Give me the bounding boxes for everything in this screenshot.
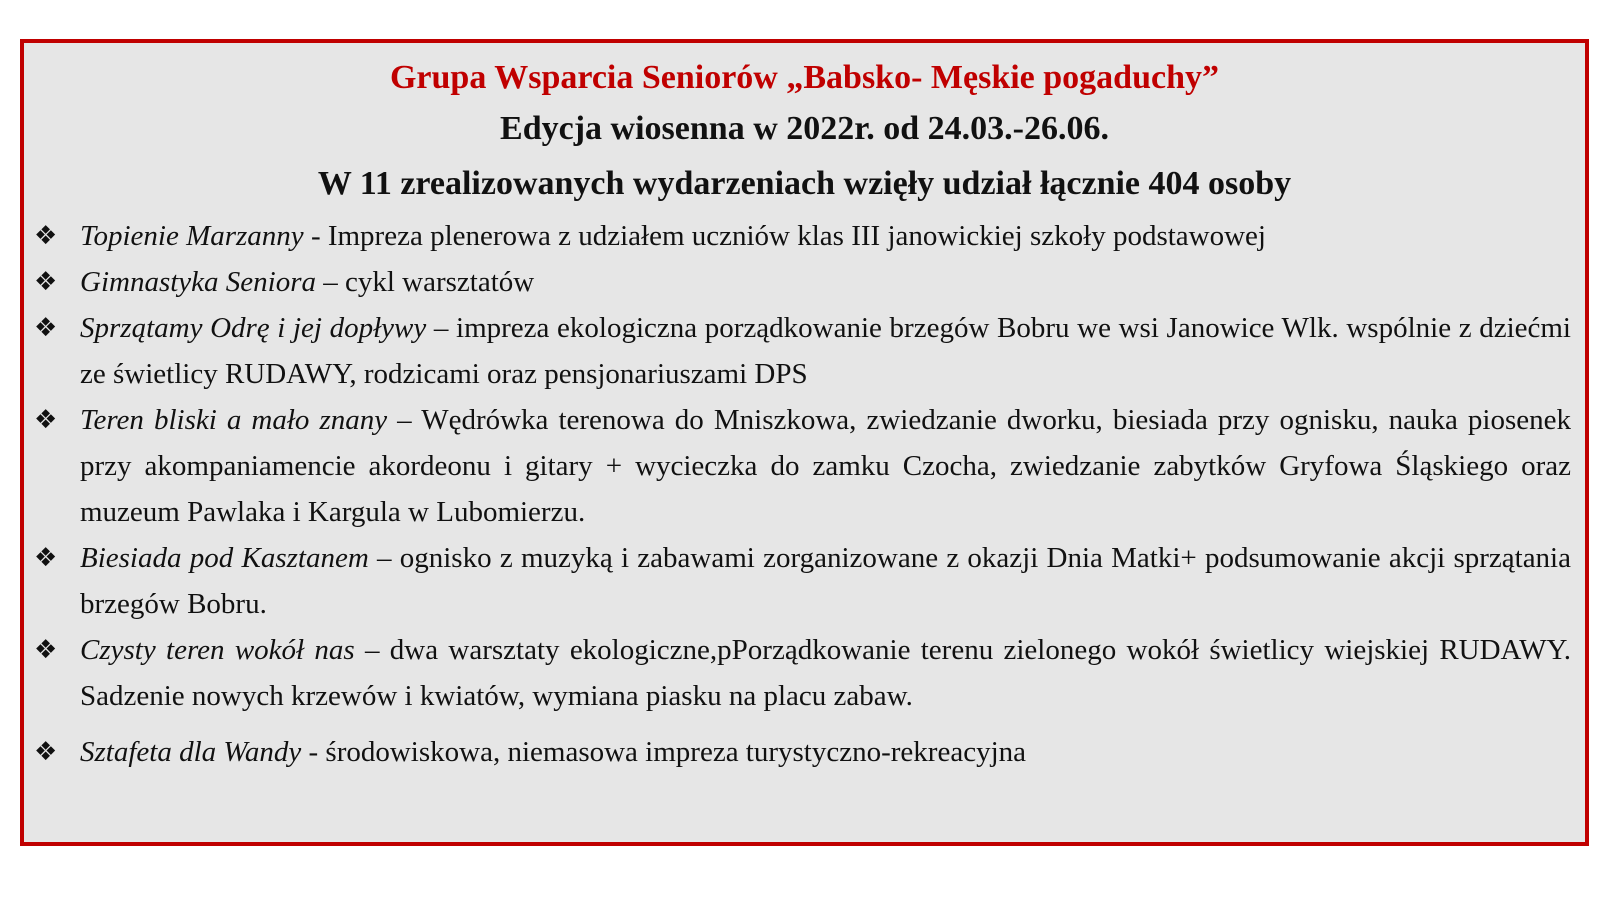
event-description: – dwa warsztaty ekologiczne,pPorządkowanie terenu zielonego wokół świetlicy wiejskiej RUDAWY. Sadzenie nowych krzewów i kwiatów, wymiana piasku na placu zabaw. xyxy=(80,634,1571,712)
list-item xyxy=(34,535,1571,627)
event-description: – ognisko z muzyką i zabawami zorganizowane z okazji Dnia Matki+ podsumowanie akcji sprzątania brzegów Bobru. xyxy=(80,542,1571,620)
event-description: – cykl warsztatów xyxy=(316,266,535,298)
diamond-bullet-icon: ❖ xyxy=(34,543,58,573)
participation-summary: W 11 zrealizowanych wydarzeniach wzięły udział łącznie 404 osoby xyxy=(317,165,1292,202)
diamond-bullet-icon: ❖ xyxy=(34,267,58,297)
diamond-bullet-icon: ❖ xyxy=(34,405,58,435)
list-item xyxy=(34,259,1571,305)
event-description: – Wędrówka terenowa do Mniszkowa, zwiedzanie dworku, biesiada przy ognisku, nauka piosenek przy akompaniamencie akordeonu i gitary + wycieczka do zamku Czocha, zwiedzanie zabytków Gryfowa Śląskiego oraz muzeum Pawlaka i Kargula w Lubomierzu. xyxy=(80,404,1572,528)
edition-subtitle: Edycja wiosenna w 2022r. od 24.03.-26.06. xyxy=(500,110,1109,147)
event-description: - Impreza plenerowa z udziałem uczniów klas III janowickiej szkoły podstawowej xyxy=(303,220,1266,252)
diamond-bullet-icon: ❖ xyxy=(34,635,58,665)
page-title: Grupa Wsparcia Seniorów „Babsko- Męskie pogaduchy” xyxy=(389,59,1220,96)
event-name: Biesiada pod Kasztanem xyxy=(80,542,369,574)
diamond-bullet-icon: ❖ xyxy=(34,221,58,251)
content-frame xyxy=(20,39,1589,846)
list-item xyxy=(34,305,1571,397)
diamond-bullet-icon: ❖ xyxy=(34,737,58,767)
event-name: Topienie Marzanny xyxy=(80,220,304,252)
diamond-bullet-icon: ❖ xyxy=(34,313,58,343)
event-description: - środowiskowa, niemasowa impreza turystyczno-rekreacyjna xyxy=(301,736,1026,768)
event-description: – impreza ekologiczna porządkowanie brzegów Bobru we wsi Janowice Wlk. wspólnie z dziećmi ze świetlicy RUDAWY, rodzicami oraz pensjonariuszami DPS xyxy=(80,312,1571,390)
list-item xyxy=(34,213,1571,259)
list-item xyxy=(34,397,1572,535)
event-name: Sprzątamy Odrę i jej dopływy xyxy=(80,312,427,344)
list-item xyxy=(34,627,1571,719)
header xyxy=(24,43,1585,211)
event-name: Sztafeta dla Wandy xyxy=(80,736,302,768)
list-item xyxy=(34,729,1571,775)
event-name: Gimnastyka Seniora xyxy=(80,266,316,298)
event-list xyxy=(24,213,1585,775)
event-name: Czysty teren wokół nas xyxy=(80,634,355,666)
event-name: Teren bliski a mało znany xyxy=(80,404,388,436)
